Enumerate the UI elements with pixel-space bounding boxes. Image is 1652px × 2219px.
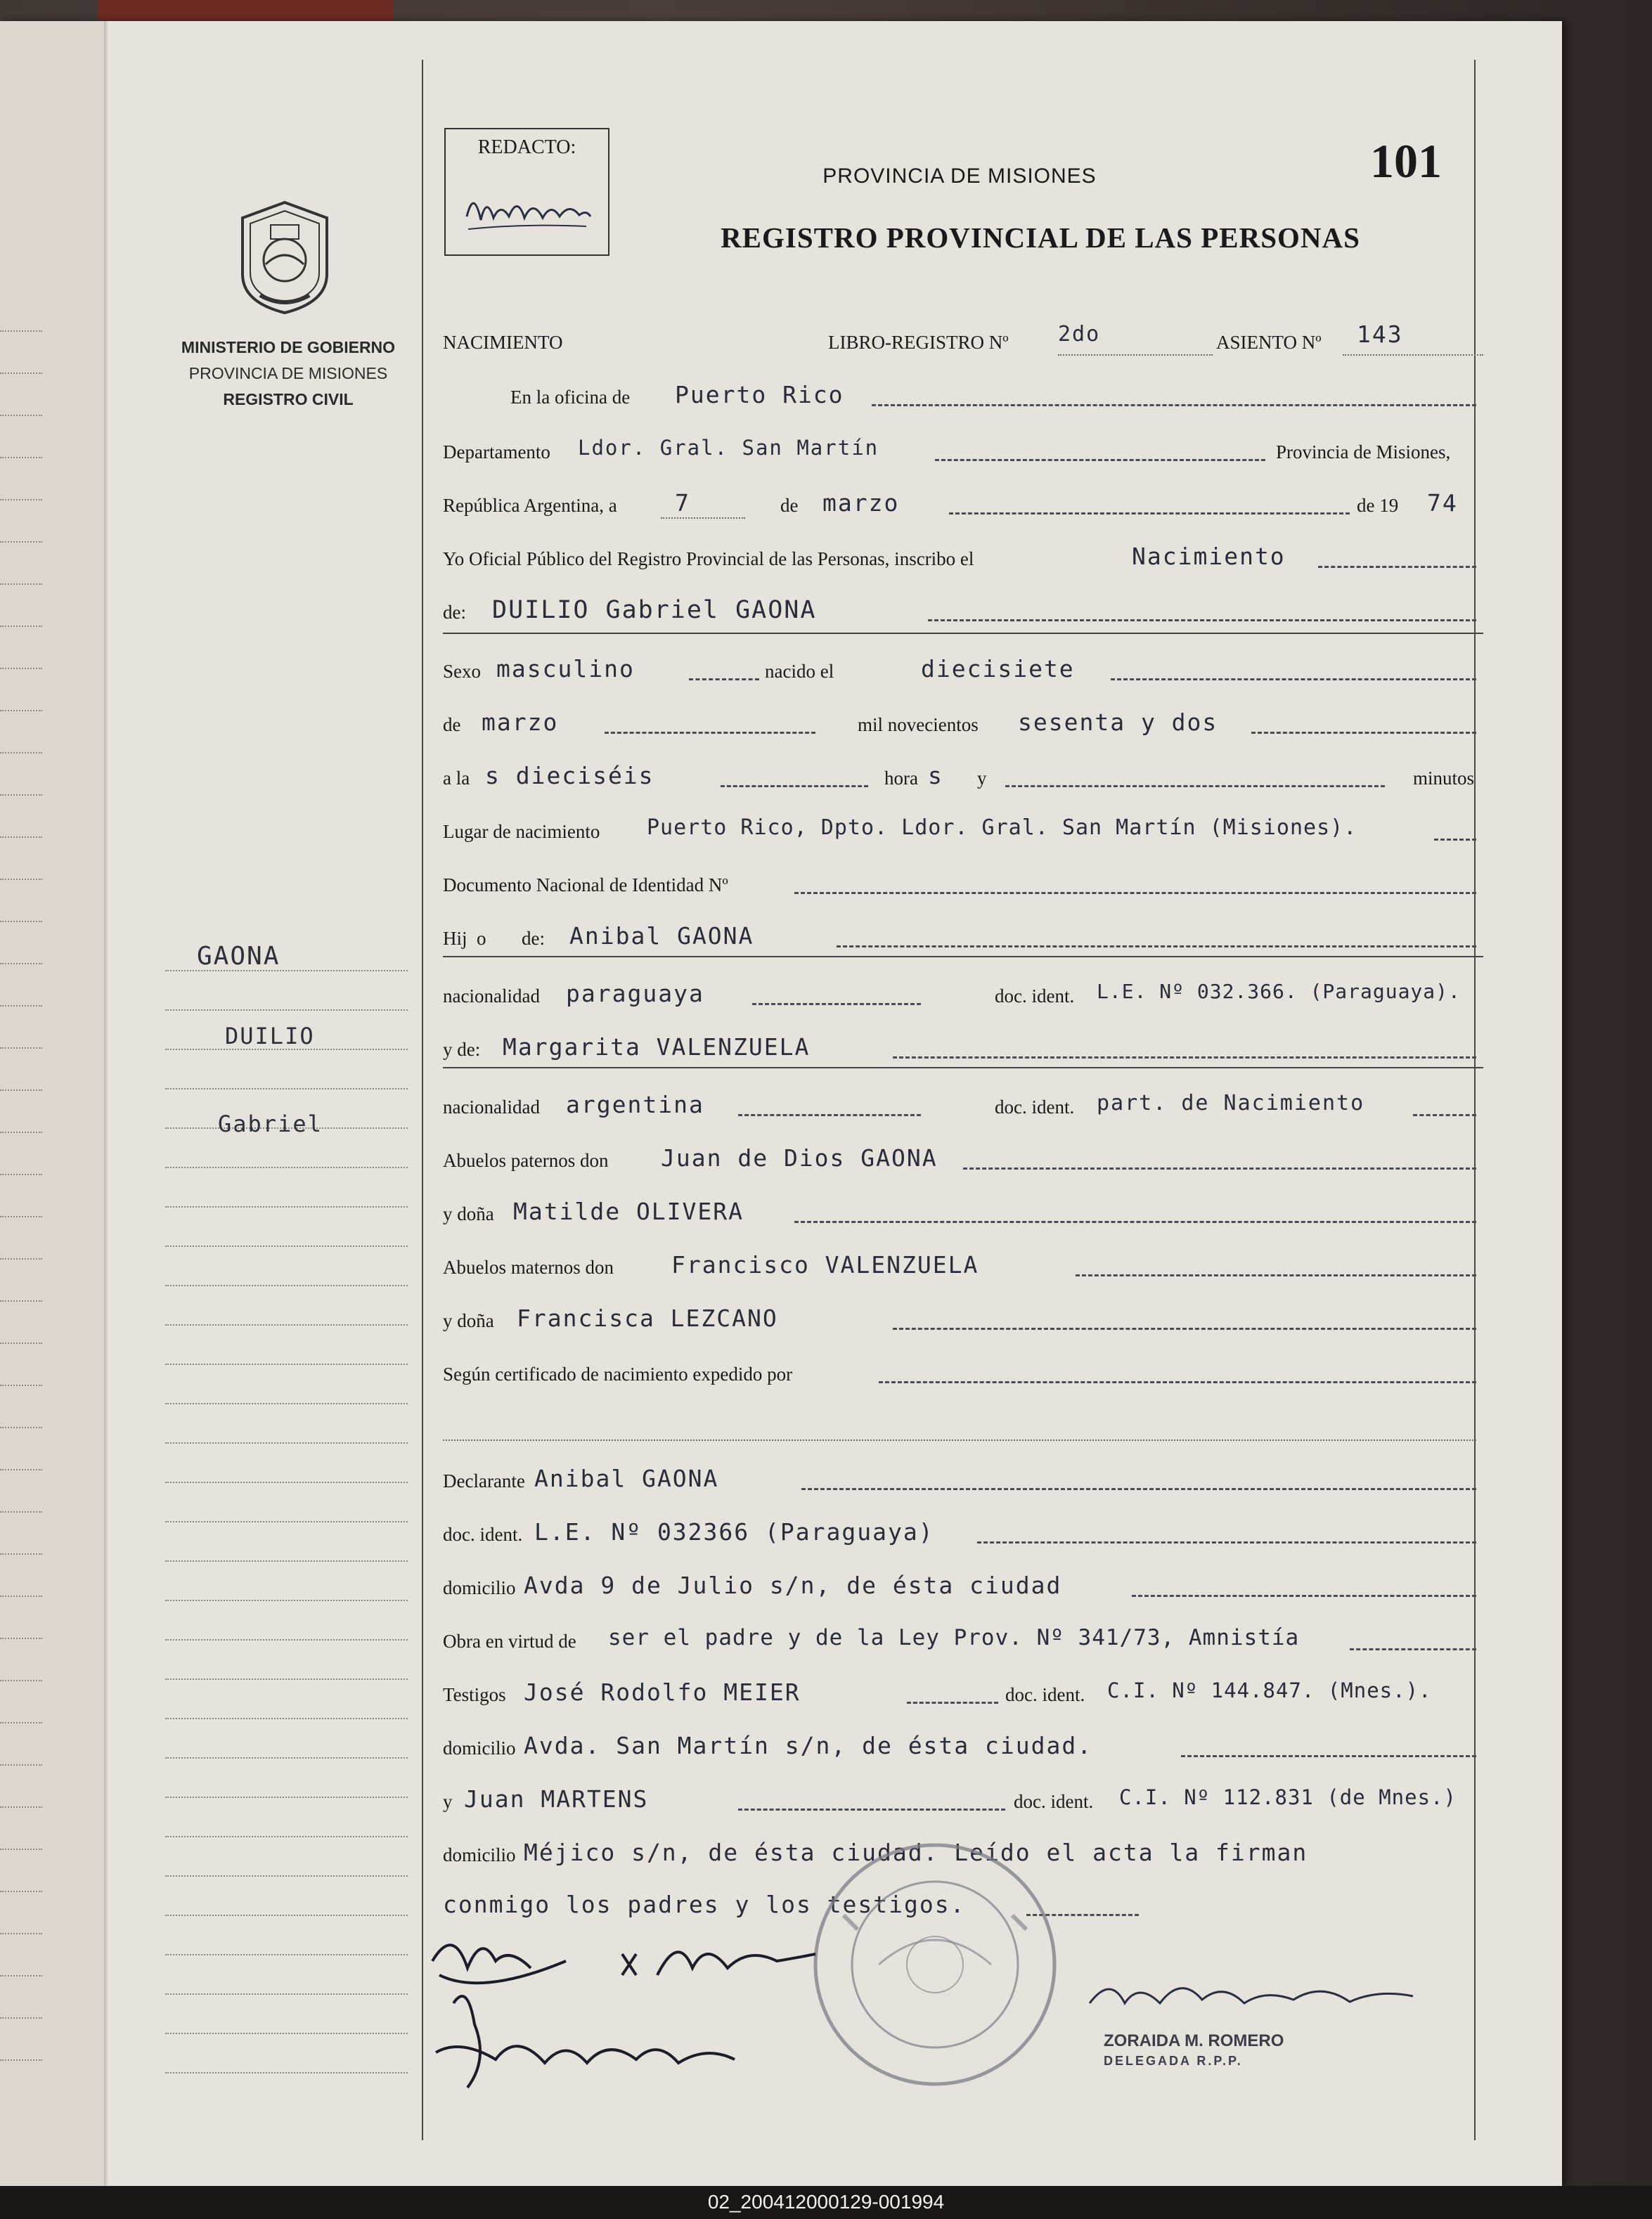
declarante-value: Anibal GAONA	[534, 1465, 719, 1492]
declarante-label: Declarante	[443, 1470, 525, 1492]
horas-label: hora	[884, 768, 918, 789]
inscribo-value: Nacimiento	[1132, 543, 1286, 570]
row-oficina	[443, 381, 1483, 423]
republica-label: República Argentina, a	[443, 495, 617, 516]
obra-label: Obra en virtud de	[443, 1631, 576, 1652]
ydona2-label: y doña	[443, 1310, 494, 1331]
ydona1-label: y doña	[443, 1203, 494, 1224]
minutos-label: minutos	[1413, 768, 1475, 789]
hijo-label: Hij	[443, 928, 467, 949]
dni-label: Documento Nacional de Identidad Nº	[443, 874, 728, 895]
province-title: PROVINCIA DE MISIONES	[822, 164, 1097, 188]
domicilio2-label: domicilio	[443, 1738, 516, 1759]
de-label: de	[780, 495, 799, 516]
province-crest-icon	[232, 197, 337, 316]
row-padre	[443, 922, 1483, 964]
row-fecha	[443, 489, 1483, 531]
nac2-value: argentina	[566, 1091, 704, 1118]
docid3-value: L.E. Nº 032366 (Paraguaya)	[534, 1518, 934, 1546]
madre-value: Margarita VALENZUELA	[503, 1033, 811, 1061]
de3-label: de	[443, 714, 461, 735]
nacido-label: nacido el	[765, 661, 834, 682]
nac2-label: nacionalidad	[443, 1096, 540, 1118]
oficina-label: En la oficina de	[510, 387, 631, 408]
folio-number: 101	[1370, 134, 1442, 188]
abuelos-p-label: Abuelos paternos don	[443, 1150, 609, 1171]
row-nac2	[443, 1091, 1483, 1133]
docid1-value: L.E. Nº 032.366. (Paraguaya).	[1097, 980, 1461, 1003]
ala-label: a la	[443, 768, 470, 789]
row-docid3	[443, 1518, 1483, 1560]
sexo-value: masculino	[496, 655, 635, 682]
registry-title: REGISTRO PROVINCIAL DE LAS PERSONAS	[721, 221, 1360, 254]
docid5-label: doc. ident.	[1014, 1791, 1094, 1812]
registry-stamp	[801, 1831, 1069, 2098]
departamento-value: Ldor. Gral. San Martín	[578, 436, 879, 460]
row-sexo	[443, 655, 1483, 697]
row-hora	[443, 762, 1483, 804]
previous-page-strip	[0, 21, 105, 2186]
binding-fold	[104, 21, 108, 2186]
year-value: 74	[1427, 489, 1458, 517]
mil-label: mil novecientos	[858, 714, 979, 735]
margin-middle-name: Gabriel	[218, 1111, 323, 1137]
row-abuelo-m	[443, 1251, 1483, 1293]
yde-label: y de:	[443, 1039, 481, 1060]
row-certificado-2	[443, 1411, 1483, 1454]
testigos-label: Testigos	[443, 1684, 506, 1705]
row-declarante	[443, 1465, 1483, 1507]
row-domicilio2	[443, 1732, 1483, 1774]
ministry-line-3: REGISTRO CIVIL	[223, 390, 354, 408]
segun-label: Según certificado de nacimiento expedido por	[443, 1364, 793, 1385]
abuelos-m-label: Abuelos maternos don	[443, 1257, 614, 1278]
row-testigo2	[443, 1785, 1483, 1827]
ministry-line-2: PROVINCIA DE MISIONES	[188, 364, 388, 382]
domicilio2-value: Avda. San Martín s/n, de ésta ciudad.	[524, 1732, 1093, 1759]
romero-name: ZORAIDA M. ROMERO	[1104, 2031, 1284, 2050]
oficina-value: Puerto Rico	[675, 381, 844, 408]
nacido-value: diecisiete	[921, 655, 1075, 682]
redacto-signature	[460, 174, 597, 245]
row-domicilio1	[443, 1572, 1483, 1614]
ministry-line-1: MINISTERIO DE GOBIERNO	[181, 338, 396, 356]
row-lugar	[443, 815, 1483, 858]
docid2-value: part. de Nacimiento	[1097, 1091, 1365, 1115]
asiento-value: 143	[1357, 321, 1403, 348]
libro-label: LIBRO-REGISTRO Nº	[828, 332, 1009, 353]
margin-rule	[422, 60, 423, 2140]
margin-first-name: DUILIO	[225, 1023, 315, 1049]
conmigo-value: conmigo los padres y los testigos.	[443, 1891, 966, 1918]
abuela-m-value: Francisca LEZCANO	[517, 1305, 778, 1332]
abuelo-m-value: Francisco VALENZUELA	[671, 1251, 979, 1279]
padre-value: Anibal GAONA	[569, 922, 754, 950]
de4-label: de:	[522, 928, 545, 949]
departamento-label: Departamento	[443, 441, 550, 462]
row-oficial	[443, 543, 1483, 585]
provincia-label: Provincia de Misiones,	[1276, 441, 1451, 462]
romero-typed-block	[1104, 2031, 1399, 2069]
row-obra	[443, 1625, 1483, 1667]
nac1-value: paraguaya	[566, 980, 704, 1007]
row-nac1	[443, 980, 1483, 1022]
abuelo-p-value: Juan de Dios GAONA	[661, 1144, 938, 1172]
dia-value: 7	[675, 489, 690, 517]
domicilio3-value: Méjico s/n, de ésta ciudad. Leído el acta la firman	[524, 1839, 1308, 1866]
docid-label: doc. ident.	[995, 985, 1075, 1007]
redacto-box	[444, 128, 609, 256]
mes2-value: marzo	[482, 709, 559, 736]
romero-cargo: DELEGADA R.P.P.	[1104, 2054, 1243, 2068]
mes-value: marzo	[822, 489, 900, 517]
nac1-label: nacionalidad	[443, 985, 540, 1007]
obra-value: ser el padre y de la Ley Prov. Nº 341/73, Amnistía	[608, 1625, 1300, 1650]
docid3-label: doc. ident.	[443, 1524, 523, 1545]
docid4-value: C.I. Nº 144.847. (Mnes.).	[1107, 1678, 1432, 1702]
row-abuela-p	[443, 1198, 1483, 1240]
asiento-label: ASIENTO Nº	[1216, 332, 1322, 353]
image-caption: 02_200412000129-001994	[707, 2191, 945, 2213]
libro-value: 2do	[1058, 322, 1101, 347]
row-anio	[443, 709, 1483, 751]
domicilio1-value: Avda 9 de Julio s/n, de ésta ciudad	[524, 1572, 1062, 1599]
docid5-value: C.I. Nº 112.831 (de Mnes.)	[1119, 1785, 1457, 1809]
oficial-label: Yo Oficial Público del Registro Provincial de las Personas, inscribo el	[443, 548, 974, 569]
margin-surname: GAONA	[197, 942, 280, 971]
y-label: y	[977, 768, 987, 789]
signature-romero	[1083, 1961, 1420, 2024]
hora-value: s dieciséis	[485, 762, 654, 789]
redacto-label: REDACTO:	[477, 136, 576, 158]
book-cover-edge	[98, 0, 394, 22]
row-abuelo-p	[443, 1144, 1483, 1186]
y2-label: y	[443, 1791, 453, 1812]
sexo-label: Sexo	[443, 661, 481, 682]
hijo-suffix: o	[477, 928, 486, 949]
row-madre	[443, 1033, 1483, 1075]
row-abuela-m	[443, 1305, 1483, 1347]
horas-suffix: s	[928, 762, 943, 789]
de-year-label: de 19	[1357, 495, 1399, 516]
testigo1-value: José Rodolfo MEIER	[524, 1678, 801, 1706]
lugar-value: Puerto Rico, Dpto. Ldor. Gral. San Martín (Misiones).	[647, 815, 1357, 840]
domicilio3-label: domicilio	[443, 1844, 516, 1865]
docid4-label: doc. ident.	[1005, 1684, 1085, 1705]
row-testigo1	[443, 1678, 1483, 1721]
nombre-value: DUILIO Gabriel GAONA	[492, 596, 817, 624]
domicilio1-label: domicilio	[443, 1577, 516, 1598]
row-libro	[443, 321, 1483, 368]
row-dni	[443, 869, 1483, 911]
docid2-label: doc. ident.	[995, 1096, 1075, 1118]
row-departamento	[443, 436, 1483, 478]
nacimiento-label: NACIMIENTO	[443, 332, 563, 353]
row-certificado	[443, 1358, 1483, 1400]
ministry-heading	[158, 335, 418, 413]
anio2-value: sesenta y dos	[1018, 709, 1218, 736]
row-nombre	[443, 596, 1483, 638]
signatures-left	[425, 1919, 819, 2095]
lugar-label: Lugar de nacimiento	[443, 821, 600, 842]
testigo2-value: Juan MARTENS	[464, 1785, 649, 1813]
de2-label: de:	[443, 602, 466, 623]
abuela-p-value: Matilde OLIVERA	[513, 1198, 744, 1225]
